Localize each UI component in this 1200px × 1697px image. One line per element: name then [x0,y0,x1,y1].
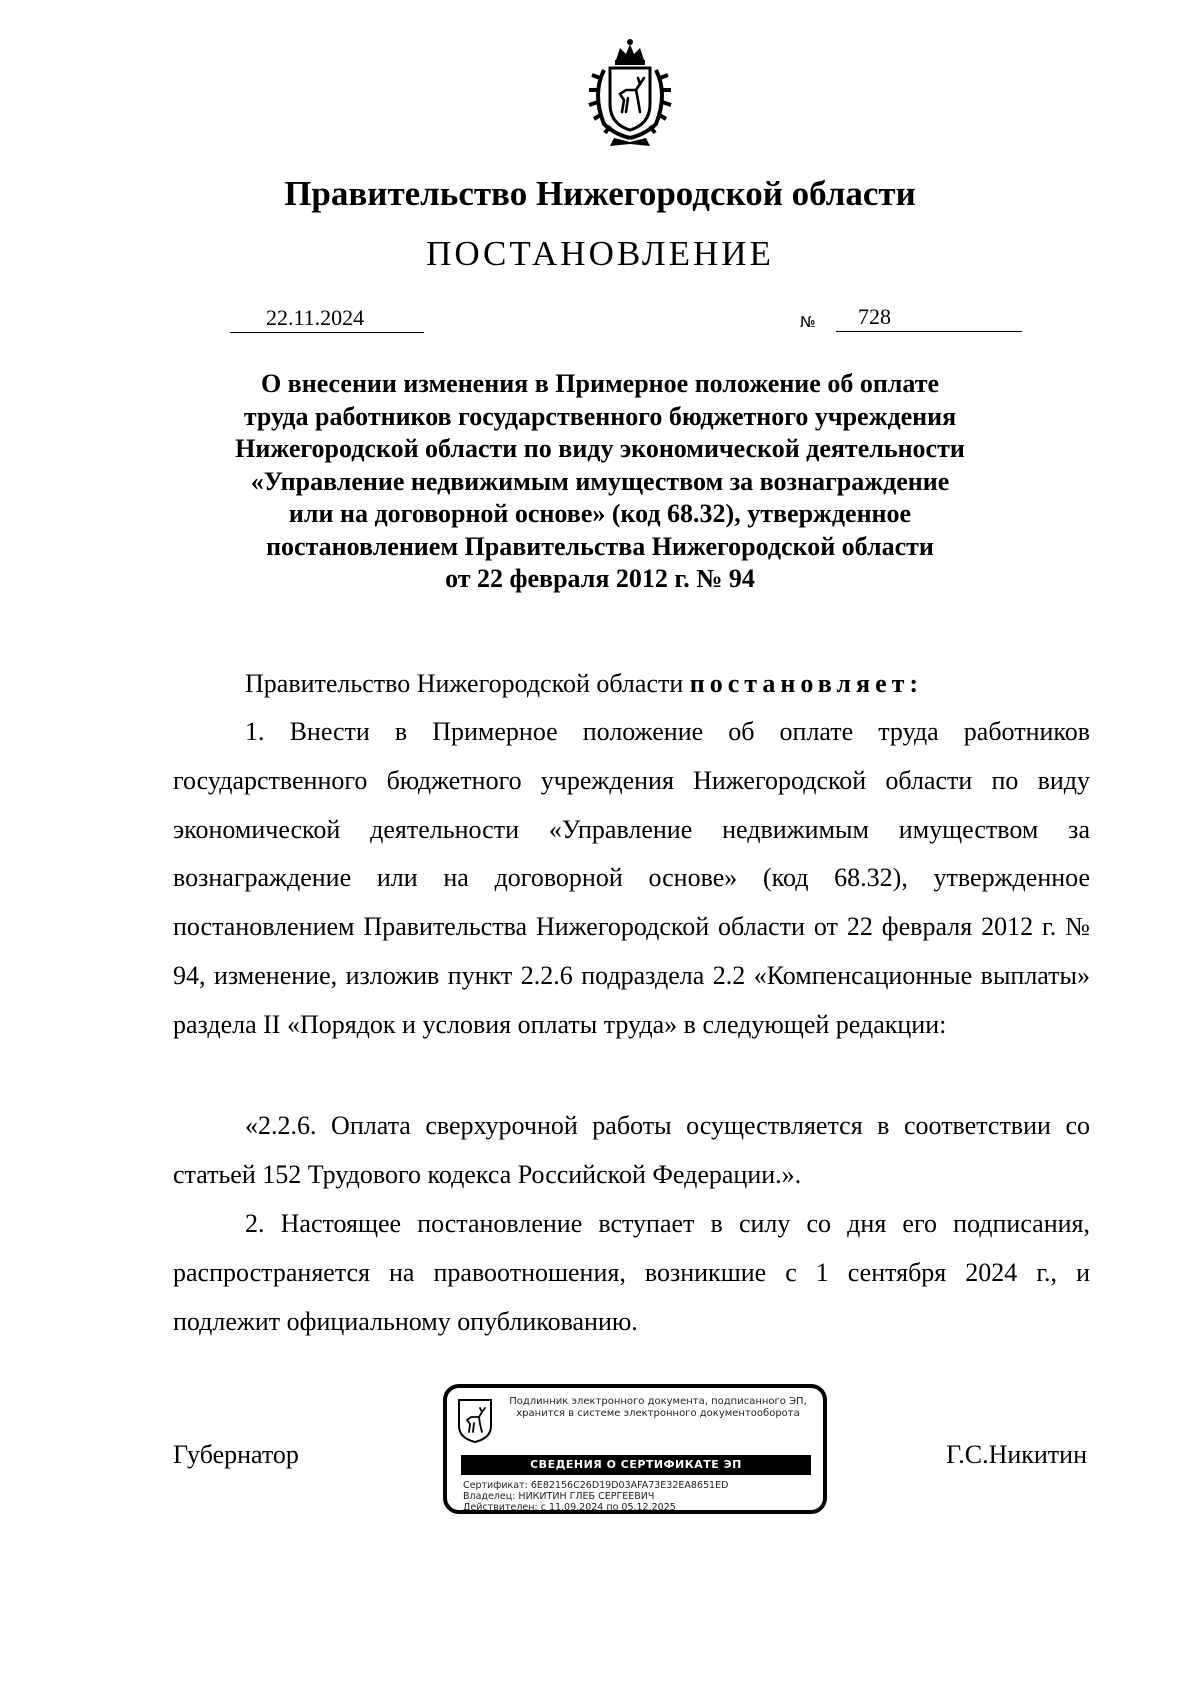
certificate-validity: Действителен: с 11.09.2024 по 05.12.2025 [463,1502,676,1513]
certificate-serial: Сертификат: 6E82156C26D19D03AFA73E32EA8651ED [463,1480,729,1491]
heading-line: постановлением Правительства Нижегородской области [266,531,934,561]
intro-paragraph [173,660,1090,708]
document-date: 22.11.2024 [266,305,365,330]
heading-line: О внесении изменения в Примерное положение об оплате [260,369,940,398]
document-number: 728 [858,304,891,329]
heading-line: труда работников государственного бюджетного учреждения [243,401,957,431]
organization-title: Правительство Нижегородской области [284,174,916,213]
heading-line: «Управление недвижимым имуществом за вознаграждение [250,466,950,496]
paragraph-2 [173,1200,1090,1346]
stamp-note-line: Подлинник электронного документа, подписанного ЭП, [509,1396,807,1407]
signatory-name: Г.С.Никитин [946,1440,1087,1469]
stamp-certificate-title: СВЕДЕНИЯ О СЕРТИФИКАТЕ ЭП [461,1455,811,1475]
stamp-coat-of-arms-icon [455,1396,495,1444]
stamp-certificate-info [463,1480,819,1513]
intro-resolves: постановляет: [689,669,924,698]
paragraph-1-text: 1. Внести в Примерное положение об оплате труда работников государственного бюджетного учреждения Нижегородской области по виду экономической деятельности «Управление недвижимым имуществом за вознаграждение или на договорной основе» (код 68.32), утвержденное постановлением Правительства Нижегородской области от 22 февраля 2012 г. № 94, изменение, изложив пункт 2.2.6 подраздела 2.2 «Компенсационные выплаты» раздела II «Порядок и условия оплаты труда» в следующей редакции: [173,717,1090,1039]
document-heading [200,368,1000,596]
heading-line: или на договорной основе» (код 68.32), утвержденное [288,499,912,528]
heading-line: от 22 февраля 2012 г. № 94 [445,564,755,593]
coat-of-arms-emblem [574,38,686,148]
stamp-note-line: хранится в системе электронного документооборота [516,1408,800,1419]
heading-line: Нижегородской области по виду экономической деятельности [235,434,965,463]
date-field [230,304,424,333]
electronic-signature-stamp [443,1384,827,1514]
intro-prefix: Правительство Нижегородской области [245,669,684,698]
certificate-owner: Владелец: НИКИТИН ГЛЕБ СЕРГЕЕВИЧ [463,1491,655,1502]
number-field [836,303,1022,332]
paragraph-1 [173,708,1090,1050]
signatory-position: Губернатор [173,1440,299,1469]
number-sign: № [800,313,816,331]
paragraph-quote [173,1102,1090,1200]
paragraph-quote-text: «2.2.6. Оплата сверхурочной работы осуществляется в соответствии со статьей 152 Трудового кодекса Российской Федерации.». [173,1111,1090,1189]
stamp-note [495,1396,821,1420]
paragraph-2-text: 2. Настоящее постановление вступает в силу со дня его подписания, распространяется на правоотношения, возникшие с 1 сентября 2024 г., и подлежит официальному опубликованию. [173,1209,1090,1336]
document-type: ПОСТАНОВЛЕНИЕ [426,234,774,273]
